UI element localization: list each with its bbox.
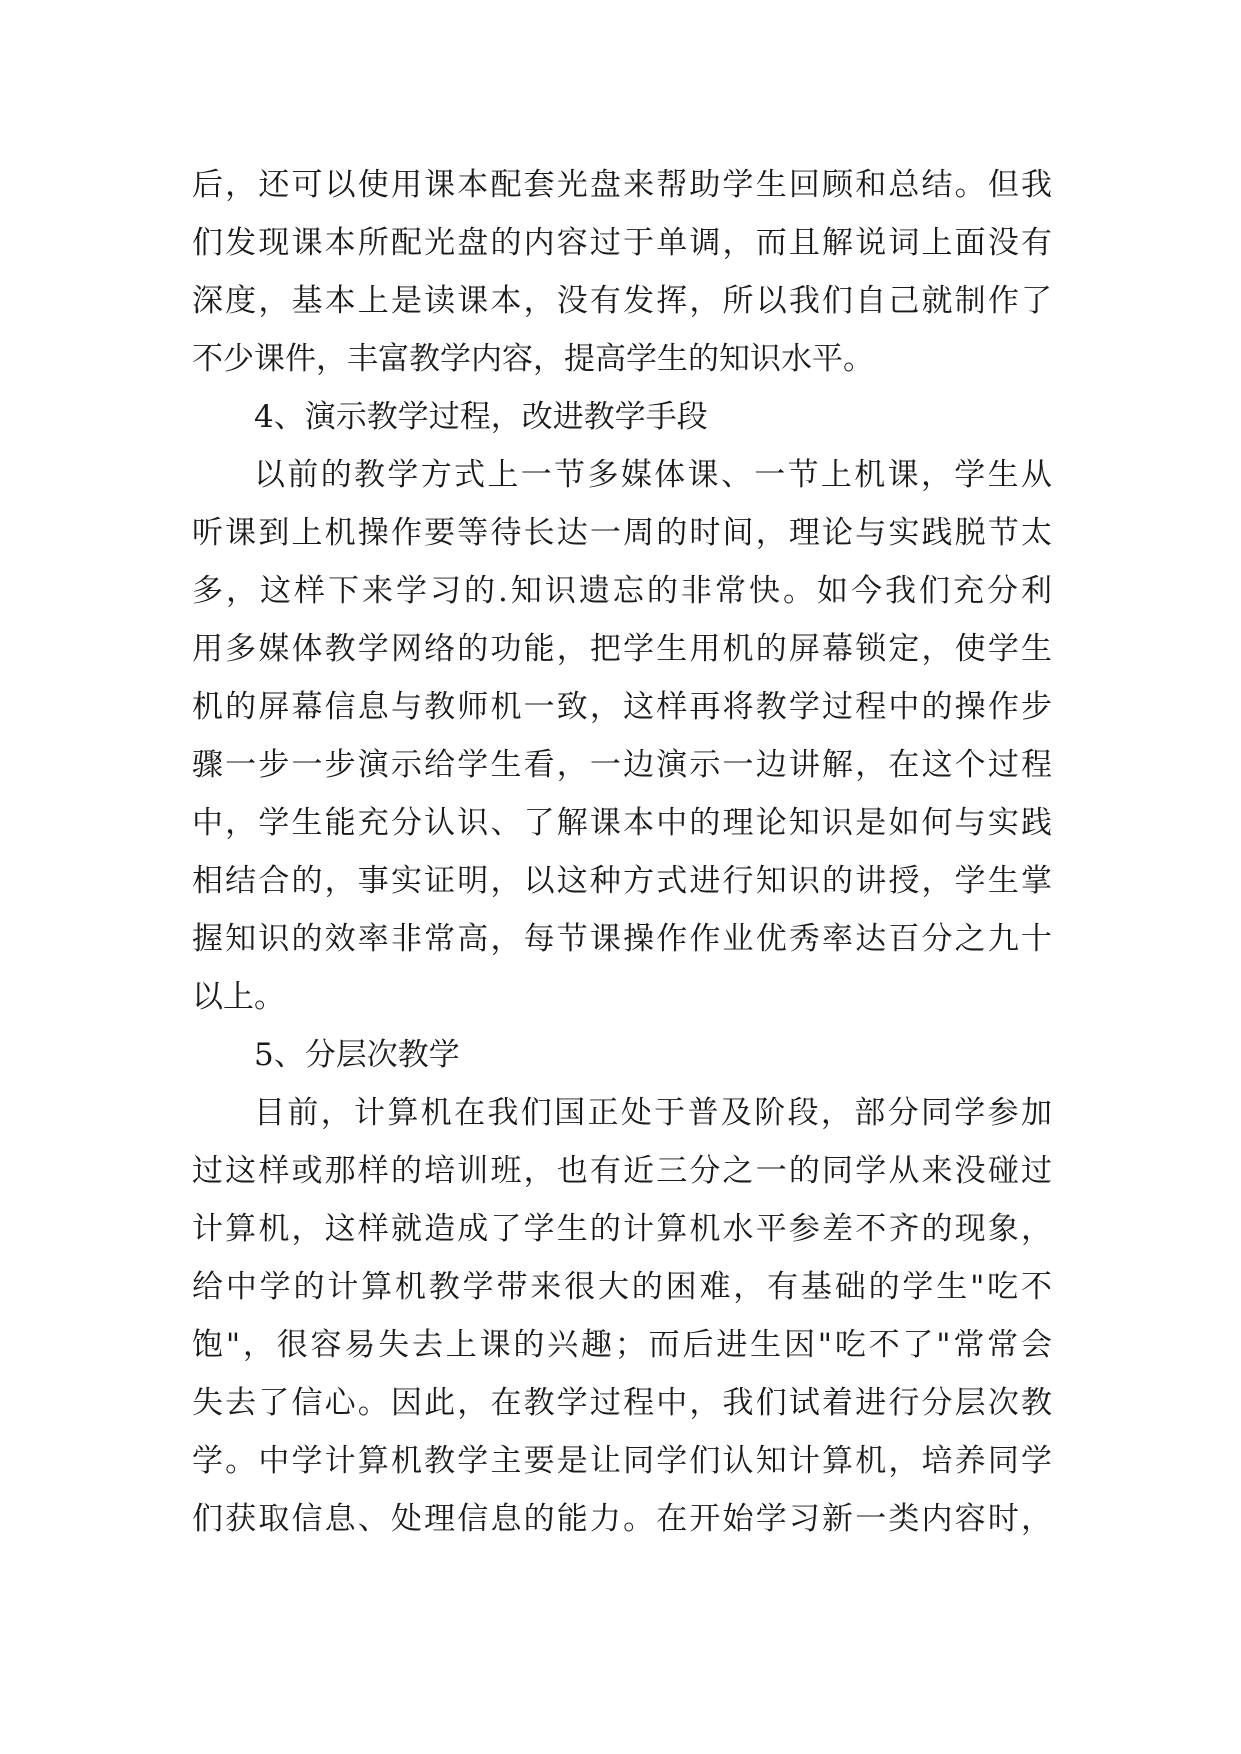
- text-line-12: 中，学生能充分认识、了解课本中的理论知识是如何与实践: [192, 805, 1052, 841]
- text-line-13: 相结合的，事实证明，以这种方式进行知识的讲授，学生掌: [192, 863, 1052, 899]
- text-line-17: 目前，计算机在我们国正处于普及阶段，部分同学参加: [254, 1095, 1052, 1131]
- text-line-15: 以上。: [192, 979, 285, 1015]
- text-line-24: 们获取信息、处理信息的能力。在开始学习新一类内容时，: [192, 1501, 1052, 1537]
- text-line-4: 不少课件，丰富教学内容，提高学生的知识水平。: [192, 341, 874, 377]
- text-line-20: 给中学的计算机教学带来很大的困难，有基础的学生"吃不: [192, 1269, 1052, 1305]
- text-line-8: 多，这样下来学习的.知识遗忘的非常快。如今我们充分利: [192, 573, 1052, 609]
- text-line-23: 学。中学计算机教学主要是让同学们认知计算机，培养同学: [192, 1443, 1052, 1479]
- section-heading-4: 4、演示教学过程，改进教学手段: [254, 399, 708, 435]
- section-heading-5: 5、分层次教学: [254, 1037, 460, 1073]
- text-line-14: 握知识的效率非常高，每节课操作作业优秀率达百分之九十: [192, 921, 1052, 957]
- text-line-7: 听课到上机操作要等待长达一周的时间，理论与实践脱节太: [192, 515, 1052, 551]
- text-line-6: 以前的教学方式上一节多媒体课、一节上机课，学生从: [254, 457, 1052, 493]
- text-line-19: 计算机，这样就造成了学生的计算机水平参差不齐的现象，: [192, 1211, 1052, 1247]
- text-line-9: 用多媒体教学网络的功能，把学生用机的屏幕锁定，使学生: [192, 631, 1052, 667]
- text-line-22: 失去了信心。因此，在教学过程中，我们试着进行分层次教: [192, 1385, 1052, 1421]
- text-line-18: 过这样或那样的培训班，也有近三分之一的同学从来没碰过: [192, 1153, 1052, 1189]
- text-line-11: 骤一步一步演示给学生看，一边演示一边讲解，在这个过程: [192, 747, 1052, 783]
- text-line-3: 深度，基本上是读课本，没有发挥，所以我们自己就制作了: [192, 283, 1052, 319]
- text-line-1: 后，还可以使用课本配套光盘来帮助学生回顾和总结。但我: [192, 167, 1052, 203]
- text-line-10: 机的屏幕信息与教师机一致，这样再将教学过程中的操作步: [192, 689, 1052, 725]
- text-line-2: 们发现课本所配光盘的内容过于单调，而且解说词上面没有: [192, 225, 1052, 261]
- text-line-21: 饱"，很容易失去上课的兴趣；而后进生因"吃不了"常常会: [192, 1327, 1052, 1363]
